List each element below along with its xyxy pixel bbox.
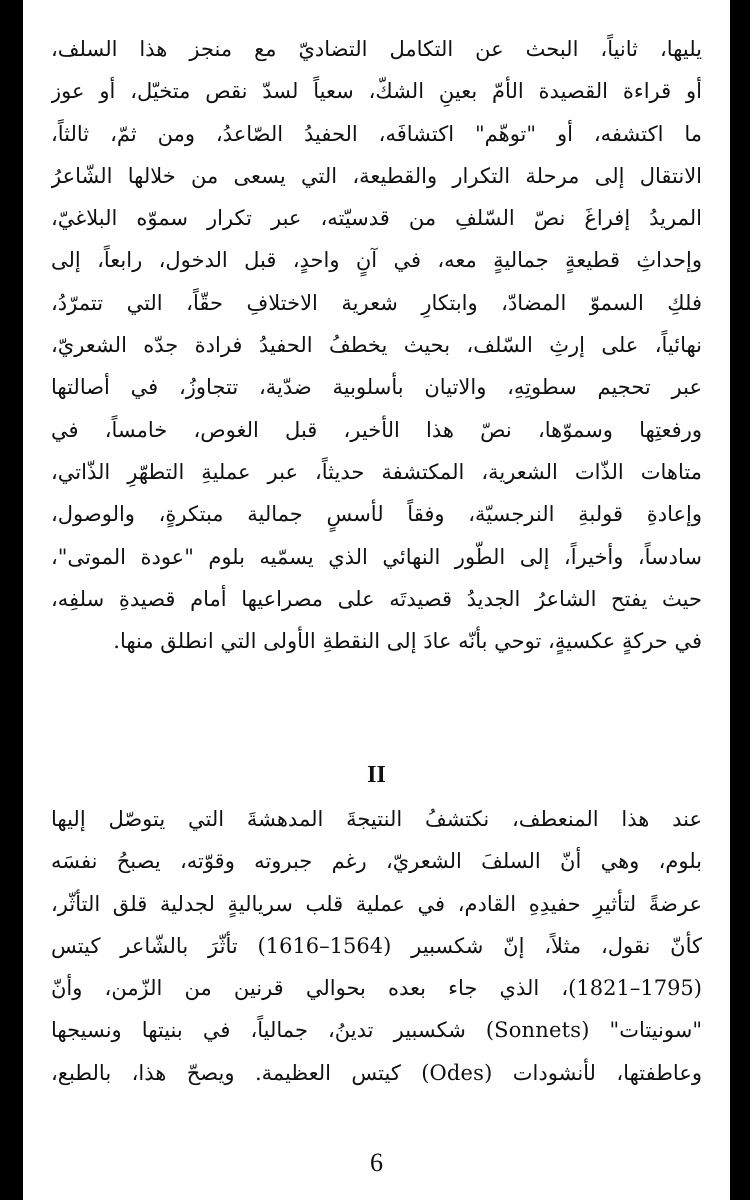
text-line: "سونيتات" (Sonnets) شكسبير تدينُ، جمالياً، في بنيتها ونسيجها (51, 1018, 702, 1043)
text-line: كأنّ نقول، مثلاً، إنّ شكسبير (1564–1616) تأثّرَ بالشّاعر كيتس (51, 933, 702, 958)
paragraph-section-1 (51, 28, 702, 662)
page-number: 6 (370, 1148, 383, 1177)
text-line: (1795–1821)، الذي جاء بعده بحوالي قرنين من الزّمن، وأنّ (51, 976, 702, 1001)
text-line: وإعادةِ قولبةِ النرجسيّة، وفقاً لأسسٍ جمالية مبتكرةٍ، والوصول، (51, 502, 702, 527)
text-line: ما اكتشفه، أو "توهّم" اكتشافَه، الحفيدُ الصّاعدُ، ومن ثمّ، ثالثاً، (51, 121, 702, 146)
text-line: أو قراءة القصيدة الأمّ بعينِ الشكّ، سعياً لسدّ نقص متخيّل، أو عوز (51, 79, 702, 104)
text-line: وعاطفتها، لأنشودات (Odes) كيتس العظيمة. ويصحّ هذا، بالطبع، (51, 1060, 702, 1085)
text-line: عرضةً لتأثيرِ حفيدِهِ القادم، في عملية قلب سرياليةٍ لجدلية قلق التأثّر، (51, 891, 702, 916)
paragraph-section-2 (51, 798, 702, 1094)
text-line: عبر تحجيم سطوتِهِ، والاتيان بأسلوبية ضدّية، تتجاوزُ، في أصالتها (51, 375, 702, 400)
text-line: الانتقال إلى مرحلة التكرار والقطيعة، التي يسعى من خلالها الشّاعرُ (51, 163, 702, 188)
text-line: وإحداثِ قطيعةٍ جماليةٍ معه، في آنٍ واحدٍ، قبل الدخول، رابعاً، إلى (51, 248, 702, 273)
text-line: في حركةٍ عكسيةٍ، توحي بأنّه عادَ إلى النقطةِ الأولى التي انطلق منها. (113, 629, 702, 654)
text-line: عند هذا المنعطف، نكتشفُ النتيجةَ المدهشةَ التي يتوصّل إليها (51, 807, 702, 831)
text-line: فلكِ السموّ المضادّ، وابتكارِ شعرية الاختلافِ حقّاً، التي تتمرّدُ، (51, 290, 702, 315)
section-heading: II (367, 762, 386, 788)
text-line: نهائياً، على إرثِ السّلف، بحيث يخطفُ الحفيدُ فرادة جدّه الشعريّ، (51, 333, 702, 358)
text-line: سادساً، وأخيراً، إلى الطّور النهائي الذي يسمّيه بلوم "عودة الموتى"، (51, 544, 702, 569)
text-line: متاهات الذّات الشعرية، المكتشفة حديثاً، عبر عمليةِ التطهّرِ الذّاتي، (51, 459, 702, 484)
text-line: حيث يفتح الشاعرُ الجديدُ قصيدتَه على مصراعيها أمام قصيدةِ سلفِه، (51, 586, 702, 611)
text-line: يليها، ثانياً، البحث عن التكامل التضاديّ مع منجز هذا السلف، (51, 37, 702, 61)
text-line: بلوم، وهي أنّ السلفَ الشعريّ، رغم جبروته وقوّته، يصبحُ نفسَه (51, 849, 702, 874)
document-page (23, 0, 730, 1200)
text-line: ورفعتِها وسموّها، نصّ هذا الأخير، قبل الغوص، خامساً، في (51, 417, 702, 442)
text-line: المريدُ إفراغَ نصّ السّلفِ من قدسيّته، عبر تكرار سموّه البلاغيّ، (51, 206, 702, 231)
